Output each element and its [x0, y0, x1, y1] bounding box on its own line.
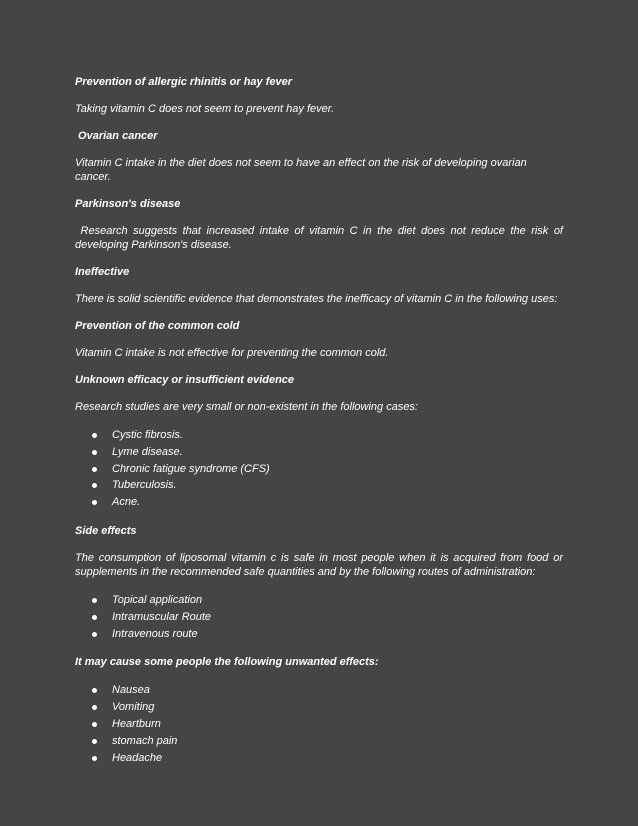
list-item: Intravenous route	[75, 626, 563, 643]
list-item: Cystic fibrosis.	[75, 427, 563, 444]
heading-side-effects: Side effects	[75, 524, 137, 537]
list-routes	[75, 592, 563, 642]
bullet-icon	[92, 598, 97, 603]
paragraph-common-cold: Vitamin C intake is not effective for preventing the common cold.	[75, 347, 389, 359]
bullet-icon	[92, 739, 97, 744]
heading-ineffective: Ineffective	[75, 266, 130, 278]
heading-ovarian-cancer: Ovarian cancer	[75, 130, 158, 142]
heading-unknown-efficacy: Unknown efficacy or insufficient evidence	[75, 374, 295, 386]
bullet-icon	[92, 632, 97, 637]
bullet-icon	[92, 688, 97, 693]
heading-unwanted-effects: It may cause some people the following unwanted effects:	[75, 656, 379, 669]
paragraph-ovarian-cancer: Vitamin C intake in the diet does not seem to have an effect on the risk of developing ovarian cancer.	[75, 157, 527, 183]
bullet-icon	[92, 500, 97, 505]
list-item: Vomiting	[75, 699, 563, 716]
list-item: Heartburn	[75, 716, 563, 733]
list-item: Nausea	[75, 682, 563, 699]
bullet-icon	[92, 450, 97, 455]
bullet-icon	[92, 483, 97, 488]
heading-parkinsons: Parkinson's disease	[75, 198, 181, 210]
paragraph-hay-fever: Taking vitamin C does not seem to prevent hay fever.	[75, 103, 335, 115]
list-item: Tuberculosis.	[75, 477, 563, 494]
bullet-icon	[92, 705, 97, 710]
document-body	[75, 75, 567, 779]
paragraph-parkinsons: Research suggests that increased intake of vitamin C in the diet does not reduce the risk of developing Parkinson's disease.	[75, 225, 567, 251]
heading-common-cold: Prevention of the common cold	[75, 320, 240, 332]
list-item: stomach pain	[75, 733, 563, 750]
bullet-icon	[92, 433, 97, 438]
list-item: Headache	[75, 750, 563, 767]
list-unknown-efficacy	[75, 427, 563, 511]
heading-hay-fever: Prevention of allergic rhinitis or hay fever	[75, 76, 293, 88]
bullet-icon	[92, 615, 97, 620]
list-item: Acne.	[75, 494, 563, 511]
list-item: Chronic fatigue syndrome (CFS)	[75, 461, 563, 478]
list-item: Intramuscular Route	[75, 609, 563, 626]
bullet-icon	[92, 756, 97, 761]
bullet-icon	[92, 467, 97, 472]
list-item: Lyme disease.	[75, 444, 563, 461]
list-unwanted-effects	[75, 682, 563, 766]
list-item: Topical application	[75, 592, 563, 609]
paragraph-side-effects: The consumption of liposomal vitamin c is safe in most people when it is acquired from food or supplements in the recommended safe quantities and by the following routes of administration:	[75, 551, 563, 578]
paragraph-ineffective: There is solid scientific evidence that demonstrates the inefficacy of vitamin C in the following uses:	[75, 293, 558, 305]
bullet-icon	[92, 722, 97, 727]
paragraph-unknown-efficacy: Research studies are very small or non-existent in the following cases:	[75, 401, 418, 413]
